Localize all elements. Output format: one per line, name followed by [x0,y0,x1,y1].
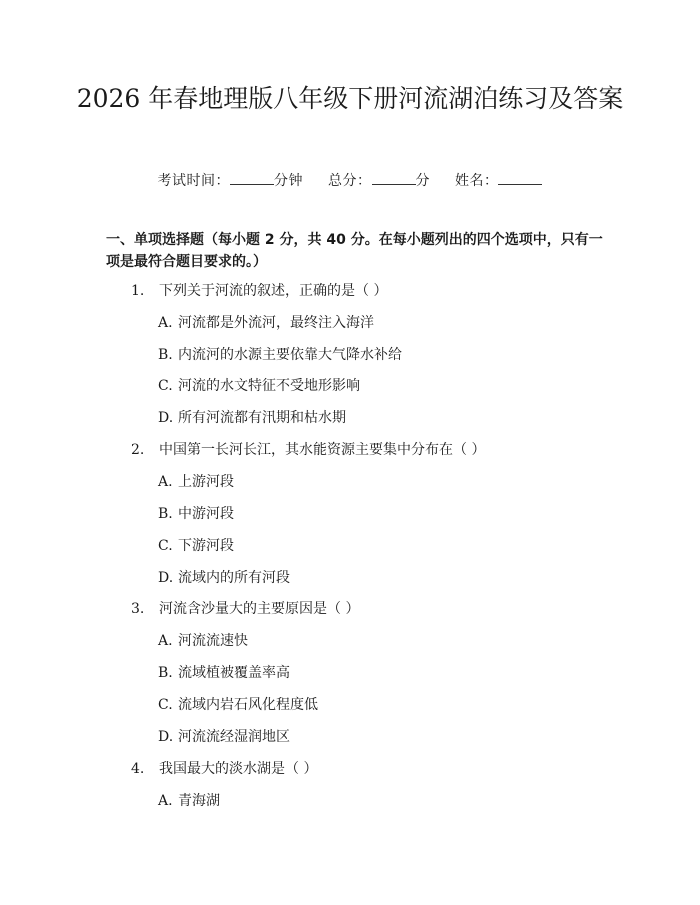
option-letter: B. [158,665,173,681]
option-letter: A. [158,633,173,649]
option-text: 所有河流都有汛期和枯水期 [178,410,346,426]
answer-option [158,472,234,492]
option-text: 青海湖 [178,793,220,809]
student-name-label: 姓名： [454,173,499,189]
option-text: 流域内的所有河段 [178,570,290,586]
answer-option [158,313,374,333]
option-text: 流域内岩石风化程度低 [178,697,318,713]
question [131,759,317,779]
option-letter: D. [158,570,174,586]
option-letter: A. [158,793,173,809]
document-title: 2026 年春地理版八年级下册河流湖泊练习及答案 [76,84,624,113]
question-text: 下列关于河流的叙述，正确的是（ ） [159,283,388,299]
question [131,440,485,460]
exam-time-field [158,170,304,190]
option-letter: B. [158,506,173,522]
student-name-blank [498,172,542,185]
option-text: 上游河段 [178,474,234,490]
question-text: 我国最大的淡水湖是（ ） [159,761,318,777]
total-score-label: 总分： [328,173,372,189]
option-letter: D. [158,410,174,426]
option-letter: A. [158,474,173,490]
question-text: 中国第一长河长江，其水能资源主要集中分布在（ ） [159,442,486,458]
exam-time-blank [230,172,274,185]
answer-option [158,695,318,715]
answer-option [158,345,402,365]
option-letter: B. [158,347,173,363]
option-letter: D. [158,729,174,745]
option-text: 河流都是外流河，最终注入海洋 [178,315,374,331]
question-text: 河流含沙量大的主要原因是（ ） [159,601,360,617]
answer-option [158,727,290,747]
option-letter: C. [158,697,173,713]
option-text: 下游河段 [178,538,234,554]
total-score-field [328,170,430,190]
option-letter: C. [158,378,173,394]
question [131,281,387,301]
answer-option [158,408,346,428]
total-score-blank [372,172,416,185]
exam-time-label: 考试时间： [157,173,231,189]
option-text: 流域植被覆盖率高 [178,665,290,681]
answer-option [158,536,234,556]
question [131,599,359,619]
option-text: 中游河段 [178,506,234,522]
question-number: 4. [131,761,145,777]
option-letter: A. [158,315,173,331]
answer-option [158,631,248,651]
question-number: 3. [131,601,145,617]
option-letter: C. [158,538,173,554]
option-text: 河流流速快 [178,633,248,649]
option-text: 河流的水文特征不受地形影响 [178,378,360,394]
option-text: 内流河的水源主要依靠大气降水补给 [178,347,402,363]
student-name-field [455,170,543,190]
exam-time-unit: 分钟 [274,173,304,189]
answer-option [158,663,290,683]
answer-option [158,791,220,811]
section-heading: 一、单项选择题（每小题 2 分，共 40 分。在每小题列出的四个选项中，只有一项是最符合题目要求的。） [106,232,603,270]
option-text: 河流流经湿润地区 [178,729,290,745]
exam-info-line [0,170,700,190]
answer-option [158,568,290,588]
total-score-unit: 分 [415,173,430,189]
question-number: 2. [131,442,145,458]
question-number: 1. [131,283,145,299]
answer-option [158,504,234,524]
answer-option [158,376,360,396]
